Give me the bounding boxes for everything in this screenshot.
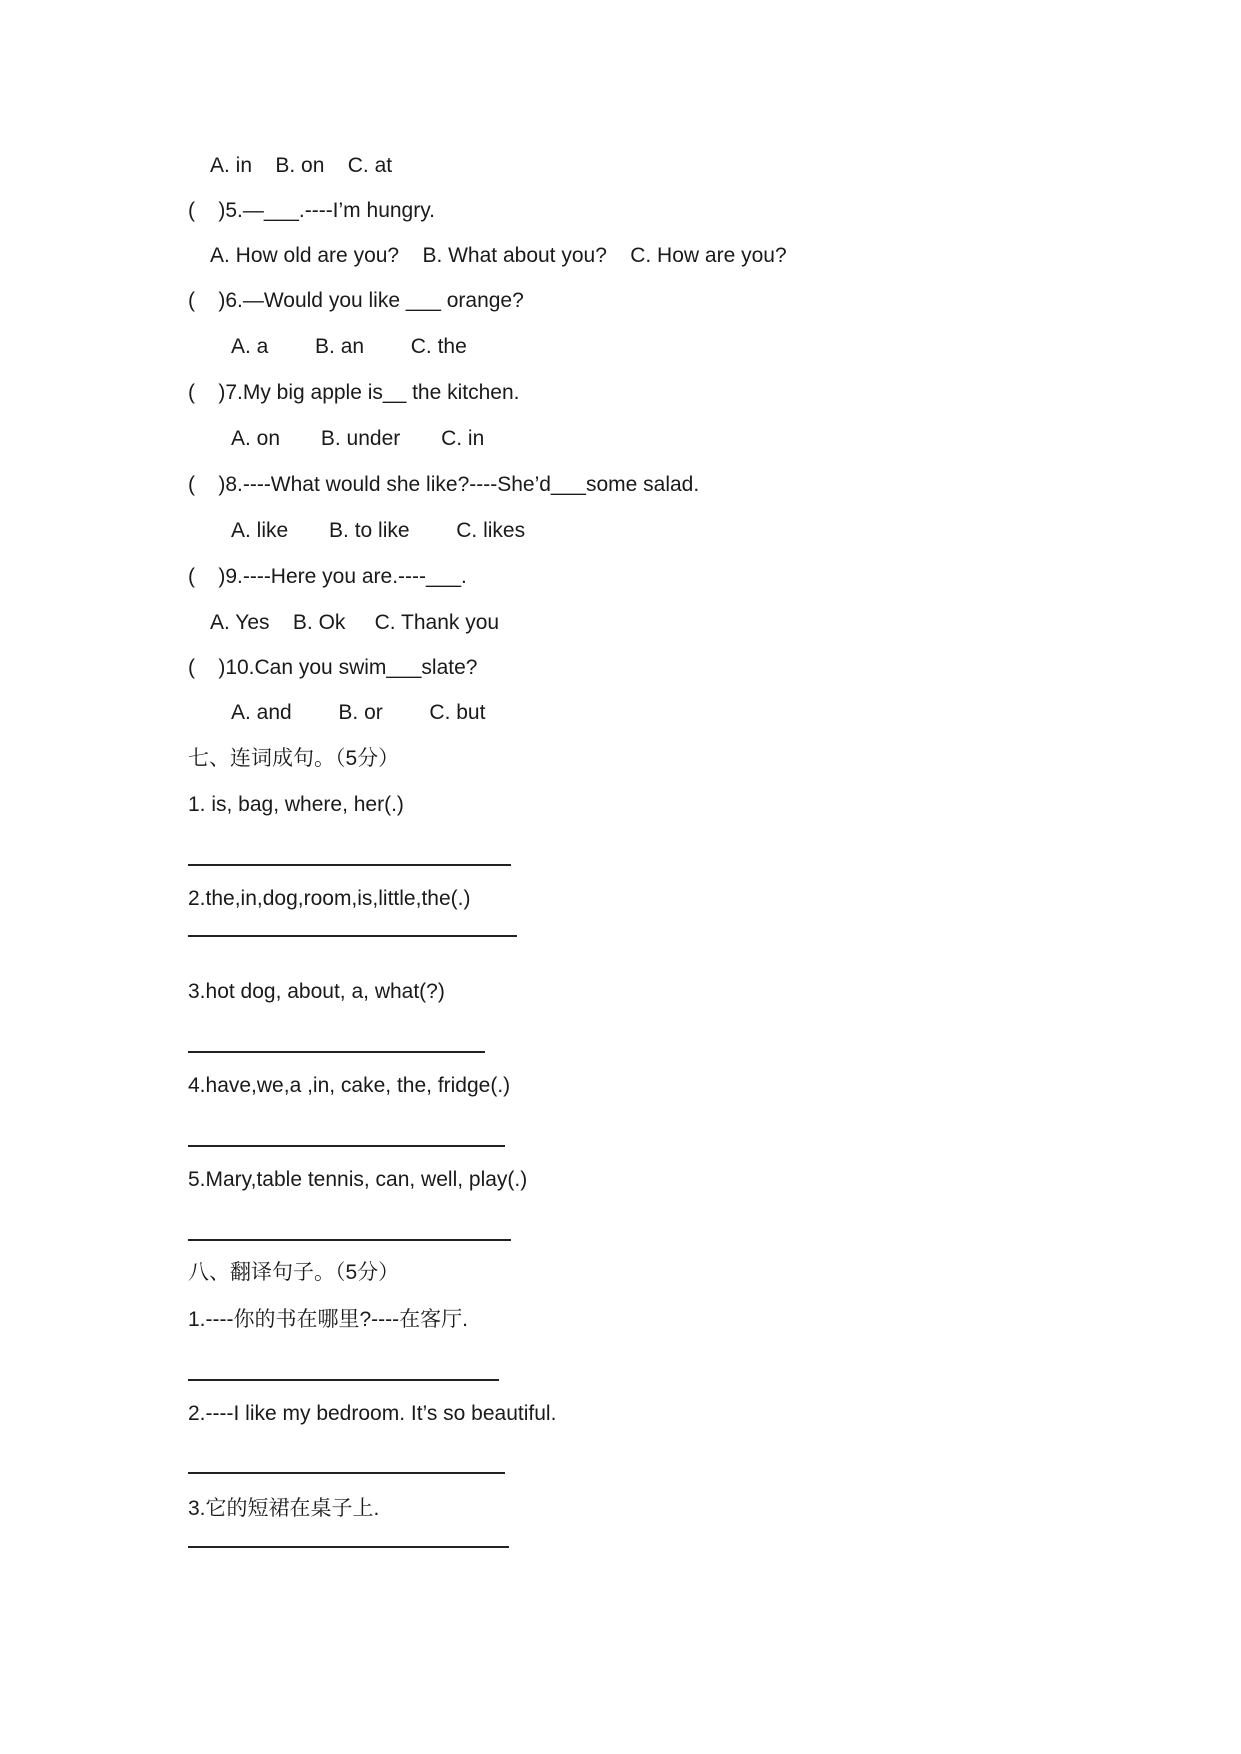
s7-answer-line-2[interactable] [188,935,517,937]
q4-options: A. in B. on C. at [210,154,393,177]
s8-answer-line-3[interactable] [188,1546,509,1548]
q9-options: A. Yes B. Ok C. Thank you [210,611,500,634]
q5-stem: ( )5.—___.----I’m hungry. [188,199,435,222]
s7-item-1: 1. is, bag, where, her(.) [188,793,404,816]
s7-answer-line-4[interactable] [188,1145,505,1147]
q8-stem: ( )8.----What would she like?----She’d___some salad. [188,473,700,496]
s7-answer-line-5[interactable] [188,1239,511,1241]
s7-answer-line-3[interactable] [188,1051,485,1053]
q5-options: A. How old are you? B. What about you? C. How are you? [210,244,787,267]
q6-stem: ( )6.—Would you like ___ orange? [188,289,524,312]
s7-item-4: 4.have,we,a ,in, cake, the, fridge(.) [188,1074,511,1097]
s8-answer-line-2[interactable] [188,1472,505,1474]
s7-answer-line-1[interactable] [188,864,511,866]
s8-answer-line-1[interactable] [188,1379,499,1381]
s8-item-1: 1.----你的书在哪里?----在客厅. [188,1308,468,1331]
q9-stem: ( )9.----Here you are.----___. [188,565,467,588]
s7-item-3: 3.hot dog, about, a, what(?) [188,980,445,1003]
q7-options: A. on B. under C. in [231,427,485,450]
q6-options: A. a B. an C. the [231,335,467,358]
section7-title: 七、连词成句。（5分） [188,747,400,770]
q10-options: A. and B. or C. but [231,701,486,724]
q8-options: A. like B. to like C. likes [231,519,526,542]
s8-item-2: 2.----I like my bedroom. It’s so beautiful. [188,1402,557,1425]
section8-title: 八、翻译句子。（5分） [188,1261,400,1284]
q10-stem: ( )10.Can you swim___slate? [188,656,478,679]
s8-item-3: 3.它的短裙在桌子上. [188,1497,380,1520]
s7-item-5: 5.Mary,table tennis, can, well, play(.) [188,1168,528,1191]
q7-stem: ( )7.My big apple is__ the kitchen. [188,381,520,404]
s7-item-2: 2.the,in,dog,room,is,little,the(.) [188,887,471,910]
